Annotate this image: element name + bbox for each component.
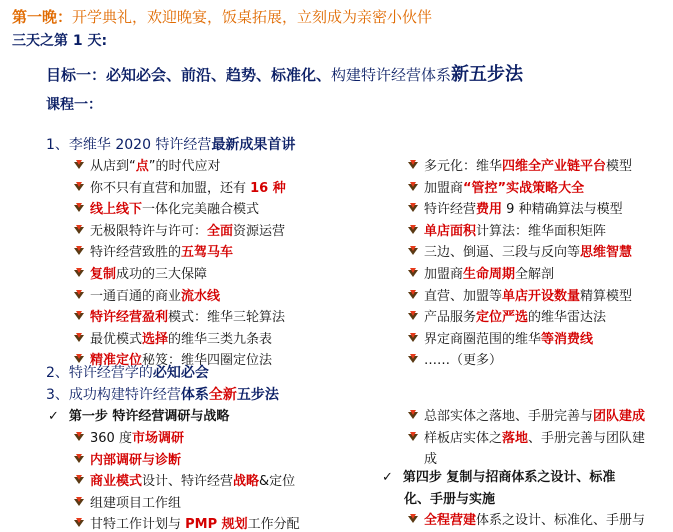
list-item: [74, 198, 259, 217]
list-item: [408, 405, 645, 424]
bullet-icon: [74, 184, 84, 191]
list-item: [408, 306, 606, 325]
goal-line: [46, 60, 523, 86]
item-text: 点: [135, 159, 149, 174]
list-item: [408, 155, 632, 174]
item-text: 等消费线: [541, 331, 594, 347]
bullet-icon: [74, 270, 84, 277]
item-text: 三边、倒逼、三段与反向等: [424, 245, 581, 261]
item-text: 特许经营: [424, 202, 477, 218]
item-text: 360 度: [90, 431, 132, 446]
list-item: [408, 220, 606, 239]
course-label: 课程一：: [46, 97, 102, 113]
section-2-highlight: 必知必会: [152, 365, 209, 381]
item-text: 资源运营: [233, 223, 286, 239]
bullet-icon: [408, 356, 418, 363]
list-item: [408, 328, 593, 347]
list-item: [74, 155, 221, 174]
section-3-system: 体系: [180, 387, 209, 403]
bullet-icon: [408, 162, 418, 169]
item-text: 设计、特许经营: [142, 474, 234, 490]
section-1: [46, 134, 295, 154]
bullet-icon: [408, 516, 418, 523]
goal-part-1: 目标一：必知必会、前沿、趋势、标准化、: [46, 66, 332, 84]
step-1-label: 第一步 特许经营调研与战略: [68, 409, 230, 424]
section-1-prefix: 1、李维华 2020 特许经营: [46, 137, 212, 153]
goal-part-2: 构建特许经营体系: [331, 66, 452, 84]
item-text: 计算法：维华面积矩阵: [476, 223, 607, 239]
item-text: 无极限特许与许可：: [90, 223, 208, 239]
item-text: 落地: [502, 430, 529, 446]
bullet-icon: [408, 313, 418, 320]
item-text: 甘特工作计划与: [90, 517, 186, 532]
item-text: 你不只有直营和加盟，还有: [90, 180, 251, 196]
bullet-icon: [74, 227, 84, 234]
item-text: 产品服务: [424, 310, 477, 326]
section-1-highlight: 最新成果首讲: [211, 137, 296, 153]
bullet-icon: [74, 434, 84, 441]
bullet-icon: [74, 205, 84, 212]
item-text: 成: [424, 452, 438, 468]
list-item: [408, 285, 632, 304]
item-text: 特许经营盈利: [90, 310, 169, 326]
night-line: [12, 6, 432, 27]
day-heading: 三天之第 1 天:: [12, 33, 108, 49]
list-item: [408, 509, 645, 528]
list-item: [408, 427, 645, 446]
bullet-icon: [408, 205, 418, 212]
item-text: 9 种精确算法与模型: [502, 202, 623, 218]
item-text: 体系之设计、标准化、手册与: [476, 513, 646, 528]
item-text: 直营、加盟等: [424, 288, 503, 304]
goal-part-3: 新五步法: [451, 64, 524, 85]
item-text: 从店到“: [90, 159, 136, 174]
item-text: 秘笈：维华四圈定位法: [142, 353, 273, 369]
item-text: 流水线: [181, 288, 221, 304]
section-3-steps: 五步法: [236, 387, 279, 403]
item-text: 内部调研与诊断: [90, 452, 182, 468]
list-item: [74, 220, 285, 239]
item-text: 思维智慧: [580, 245, 633, 261]
item-text: 加盟商: [424, 267, 464, 282]
step-4: [382, 466, 615, 485]
list-item: [74, 328, 272, 347]
bullet-icon: [74, 335, 84, 342]
item-text: 的维华雷达法: [528, 310, 607, 326]
bullet-icon: [74, 499, 84, 506]
item-text: 模型: [606, 159, 633, 174]
list-item: [408, 349, 502, 368]
item-text: 一体化完美融合模式: [142, 202, 260, 218]
step-4-line-1: 第四步 复制与招商体系之设计、标准: [402, 470, 616, 485]
item-text: 多元化：维华: [424, 159, 503, 174]
list-item: [408, 448, 437, 467]
step-1: [48, 405, 229, 424]
item-text: 工作分配: [247, 517, 300, 532]
item-text: 单店开设数量: [502, 288, 581, 304]
night-text: 开学典礼，欢迎晚宴，饭桌拓展，立刻成为亲密小伙伴: [72, 8, 433, 26]
list-item: [74, 427, 184, 446]
night-label: 第一晚：: [12, 8, 73, 26]
item-text: 精准定位: [90, 353, 143, 369]
list-item: [74, 306, 285, 325]
item-text: 战略: [233, 474, 260, 490]
item-text: 样板店实体之: [424, 430, 503, 446]
list-item: [74, 241, 233, 260]
bullet-icon: [408, 270, 418, 277]
item-text: 费用: [476, 202, 503, 218]
item-text: 加盟商: [424, 180, 464, 196]
item-text: PMP 规划: [185, 517, 248, 532]
item-text: 成功的三大保障: [116, 267, 208, 282]
list-item: [74, 285, 220, 304]
list-item: [74, 263, 207, 282]
item-text: 商业模式: [90, 474, 143, 490]
item-text: 生命周期: [463, 267, 516, 282]
bullet-icon: [408, 335, 418, 342]
item-text: 市场调研: [131, 431, 184, 446]
item-text: 五驾马车: [181, 245, 234, 261]
item-text: ”的时代应对: [148, 159, 221, 174]
bullet-icon: [74, 456, 84, 463]
item-text: 复制: [90, 267, 117, 282]
bullet-icon: [408, 184, 418, 191]
item-text: 精算模型: [580, 288, 633, 304]
item-text: 线上线下: [90, 202, 143, 218]
bullet-icon: [74, 292, 84, 299]
item-text: 的维华三类九条表: [168, 331, 273, 347]
list-item: [408, 241, 632, 260]
bullet-icon: [408, 292, 418, 299]
item-text: 全解剖: [515, 267, 555, 282]
section-3-new: 全新: [208, 387, 237, 403]
step-4-line-2: 化、手册与实施: [404, 492, 496, 507]
item-text: 模式：维华三轮算法: [168, 310, 286, 326]
item-text: 全程营建: [424, 513, 477, 528]
check-icon: ✓: [382, 470, 393, 485]
list-item: [408, 263, 554, 282]
section-2-prefix: 2、特许经营学的: [46, 365, 153, 381]
item-text: 定位严选: [476, 310, 529, 326]
bullet-icon: [74, 477, 84, 484]
item-text: 总部实体之落地、手册完善与: [424, 409, 594, 424]
item-text: 全面: [207, 223, 234, 239]
item-text: 16 种: [250, 180, 286, 196]
list-item: [74, 177, 286, 196]
item-text: 单店面积: [424, 223, 477, 239]
item-text: 特许经营致胜的: [90, 245, 182, 261]
bullet-icon: [74, 162, 84, 169]
list-item: [74, 449, 181, 468]
bullet-icon: [408, 412, 418, 419]
bullet-icon: [74, 520, 84, 527]
list-item: [74, 513, 300, 532]
item-text: 一通百通的商业: [90, 288, 182, 304]
list-item: [408, 177, 584, 196]
item-text: “管控”实战策略大全: [463, 180, 585, 196]
item-text: 最优模式: [90, 331, 143, 347]
bullet-icon: [408, 248, 418, 255]
list-item: [408, 198, 623, 217]
check-icon: ✓: [48, 409, 59, 424]
section-2: [46, 362, 209, 382]
list-item: [74, 492, 181, 511]
item-text: 、手册完善与团队建: [528, 430, 646, 446]
item-text: &定位: [259, 474, 296, 490]
bullet-icon: [74, 248, 84, 255]
item-text: 选择: [142, 331, 169, 347]
item-text: 组建项目工作组: [90, 495, 182, 511]
section-3-prefix: 3、成功构建特许经营: [46, 387, 181, 403]
section-3: [46, 384, 279, 404]
bullet-icon: [408, 227, 418, 234]
bullet-icon: [408, 434, 418, 441]
item-text: ……（更多）: [424, 353, 503, 369]
item-text: 团队建成: [593, 409, 646, 424]
list-item: [74, 470, 295, 489]
bullet-icon: [74, 313, 84, 320]
item-text: 界定商圈范围的维华: [424, 331, 542, 347]
item-text: 四维全产业链平台: [502, 159, 607, 174]
